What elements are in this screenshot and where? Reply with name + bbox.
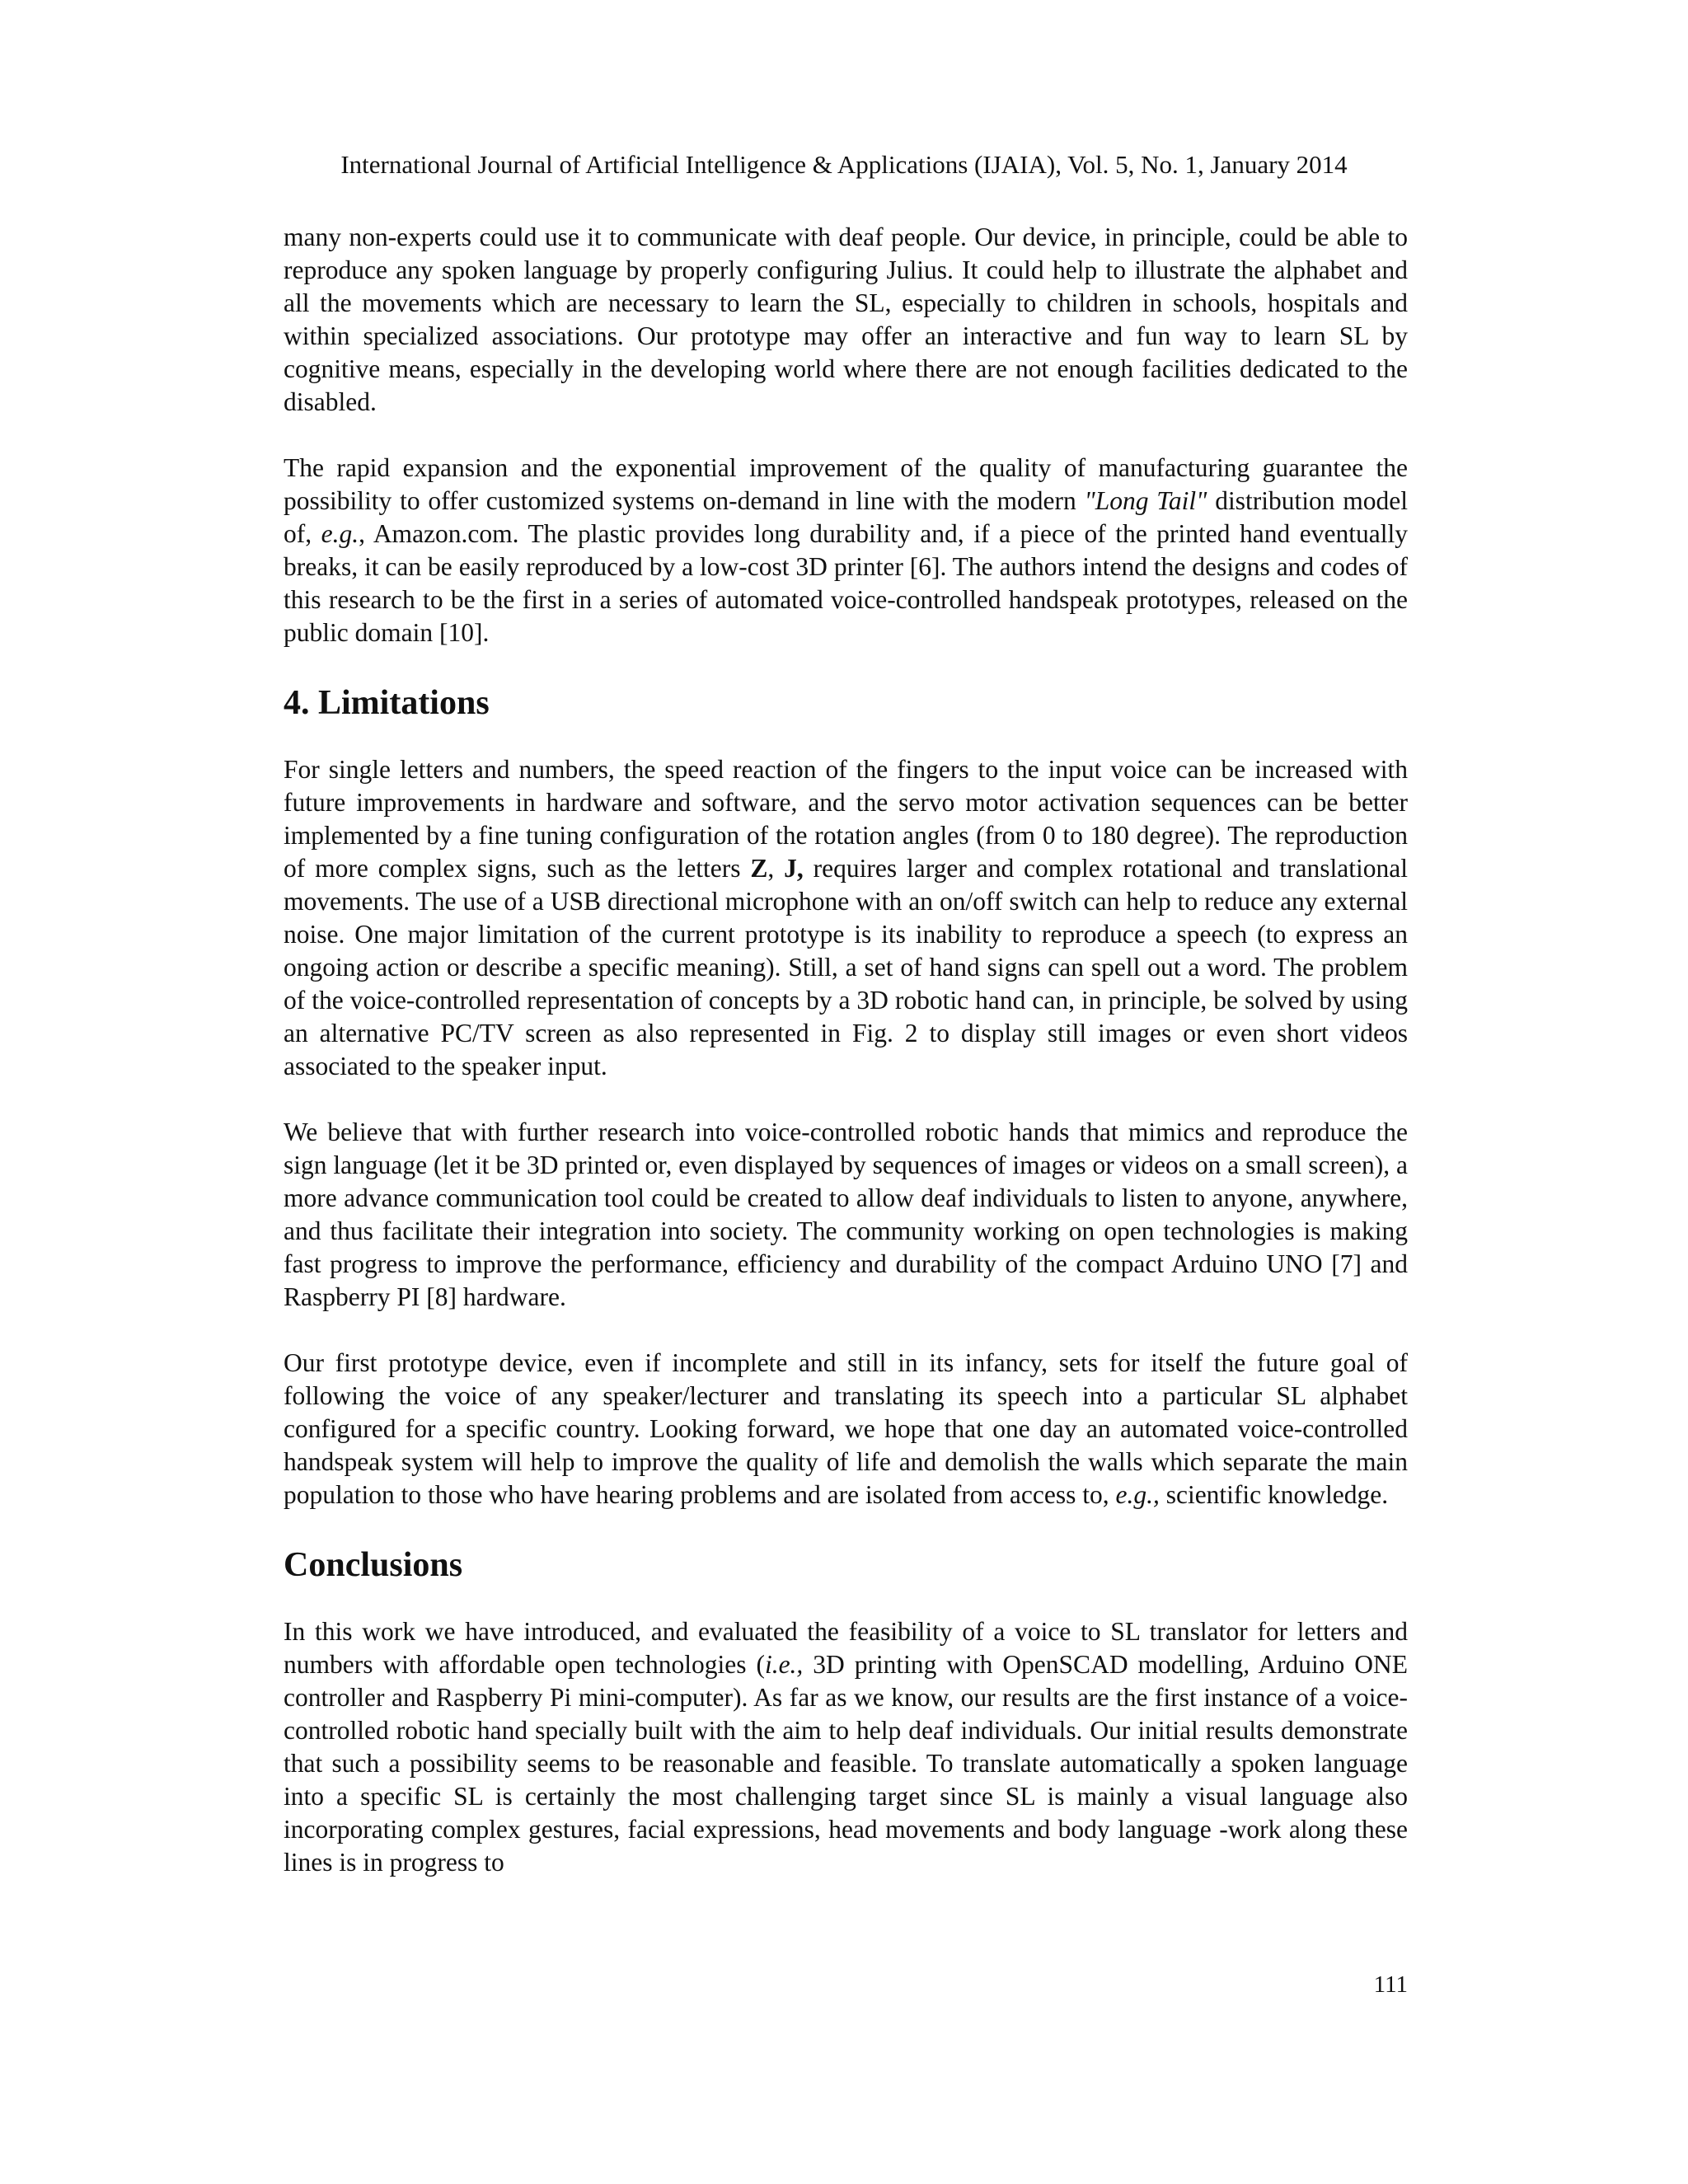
section-heading-limitations: 4. Limitations [284, 684, 490, 722]
paragraph-manufacturing [284, 452, 1408, 649]
ie-emphasis: i.e., [764, 1650, 804, 1679]
text-run: 3D printing with OpenSCAD modelling, Arduino ONE controller and Raspberry Pi mini-computer). As far as we know, our results are the first instance of a voice-controlled robotic hand specially built with the aim to help deaf individuals. Our initial results demonstrate that such a possibility seems to be reasonable and feasible. To translate automatically a spoken language into a specific SL is certainly the most challenging target since SL is mainly a visual language also incorporating complex gestures, facial expressions, head movements and body language -work along these lines is in progress to [284, 1650, 1408, 1877]
paragraph-future-research: We believe that with further research into voice-controlled robotic hands that mimics and reproduce the sign language (let it be 3D printed or, even displayed by sequences of images or videos on a small screen), a more advance communication tool could be created to allow deaf individuals to listen to anyone, anywhere, and thus facilitate their integration into society. The community working on open technologies is making fast progress to improve the performance, efficiency and durability of the compact Arduino UNO [7] and Raspberry PI [8] hardware. [284, 1118, 1408, 1311]
paragraph-conclusions [284, 1615, 1408, 1879]
eg-emphasis: e.g., [1115, 1480, 1160, 1509]
text-run: , [767, 854, 785, 883]
text-run: Our first prototype device, even if incomplete and still in its infancy, sets for itself the future goal of following the voice of any speaker/lecturer and translating its speech into a particular SL alphabet configured for a specific country. Looking forward, we hope that one day an automated voice-controlled handspeak system will help to improve the quality of life and demolish the walls which separate the main population to those who have hearing problems and are isolated from access to, [284, 1348, 1408, 1509]
letter-z-bold: Z [750, 854, 768, 883]
letter-j-bold: J, [784, 854, 804, 883]
page-number: 111 [1373, 1971, 1408, 1998]
eg-emphasis: e.g. [321, 519, 359, 548]
body-text [284, 221, 1408, 1912]
text-run: , Amazon.com. The plastic provides long durability and, if a piece of the printed hand eventually breaks, it can be easily reproduced by a low-cost 3D printer [6]. The authors intend the designs and codes of this research to be the first in a series of automated voice-controlled handspeak prototypes, released on the public domain [10]. [284, 519, 1408, 647]
text-run: distribution model of, [284, 486, 1409, 548]
text-run: The rapid expansion and the exponential improvement of the quality of manufacturing guarantee the possibility to offer customized systems on-demand in line with the modern [284, 453, 1408, 515]
text-run: requires larger and complex rotational and translational movements. The use of a USB directional microphone with an on/off switch can help to reduce any external noise. One major limitation of the current prototype is its inability to reproduce a speech (to express an ongoing action or describe a specific meaning). Still, a set of hand signs can spell out a word. The problem of the voice-controlled representation of concepts by a 3D robotic hand can, in principle, be solved by using an alternative PC/TV screen as also represented in Fig. 2 to display still images or even short videos associated to the speaker input. [284, 854, 1408, 1080]
text-run: In this work we have introduced, and evaluated the feasibility of a voice to SL translator for letters and numbers with affordable open technologies ( [284, 1617, 1408, 1679]
running-header: International Journal of Artificial Intelligence & Applications (IJAIA), Vol. 5, No. 1, January 2014 [340, 150, 1348, 179]
text-run: scientific knowledge. [1159, 1480, 1389, 1509]
paragraph-limitations [284, 753, 1408, 1083]
paragraph-deaf-communication: many non-experts could use it to communicate with deaf people. Our device, in principle, could be able to reproduce any spoken language by properly configuring Julius. It could help to illustrate the alphabet and all the movements which are necessary to learn the SL, especially to children in schools, hospitals and within specialized associations. Our prototype may offer an interactive and fun way to learn SL by cognitive means, especially in the developing world where there are not enough facilities dedicated to the disabled. [284, 223, 1408, 416]
section-heading-conclusions: Conclusions [284, 1546, 463, 1584]
paragraph-prototype-goal [284, 1347, 1408, 1511]
text-run: For single letters and numbers, the speed reaction of the fingers to the input voice can be increased with future improvements in hardware and software, and the servo motor activation sequences can be better implemented by a fine tuning configuration of the rotation angles (from 0 to 180 degree). The reproduction of more complex signs, such as the letters [284, 755, 1408, 883]
long-tail-emphasis: "Long Tail" [1084, 486, 1207, 515]
